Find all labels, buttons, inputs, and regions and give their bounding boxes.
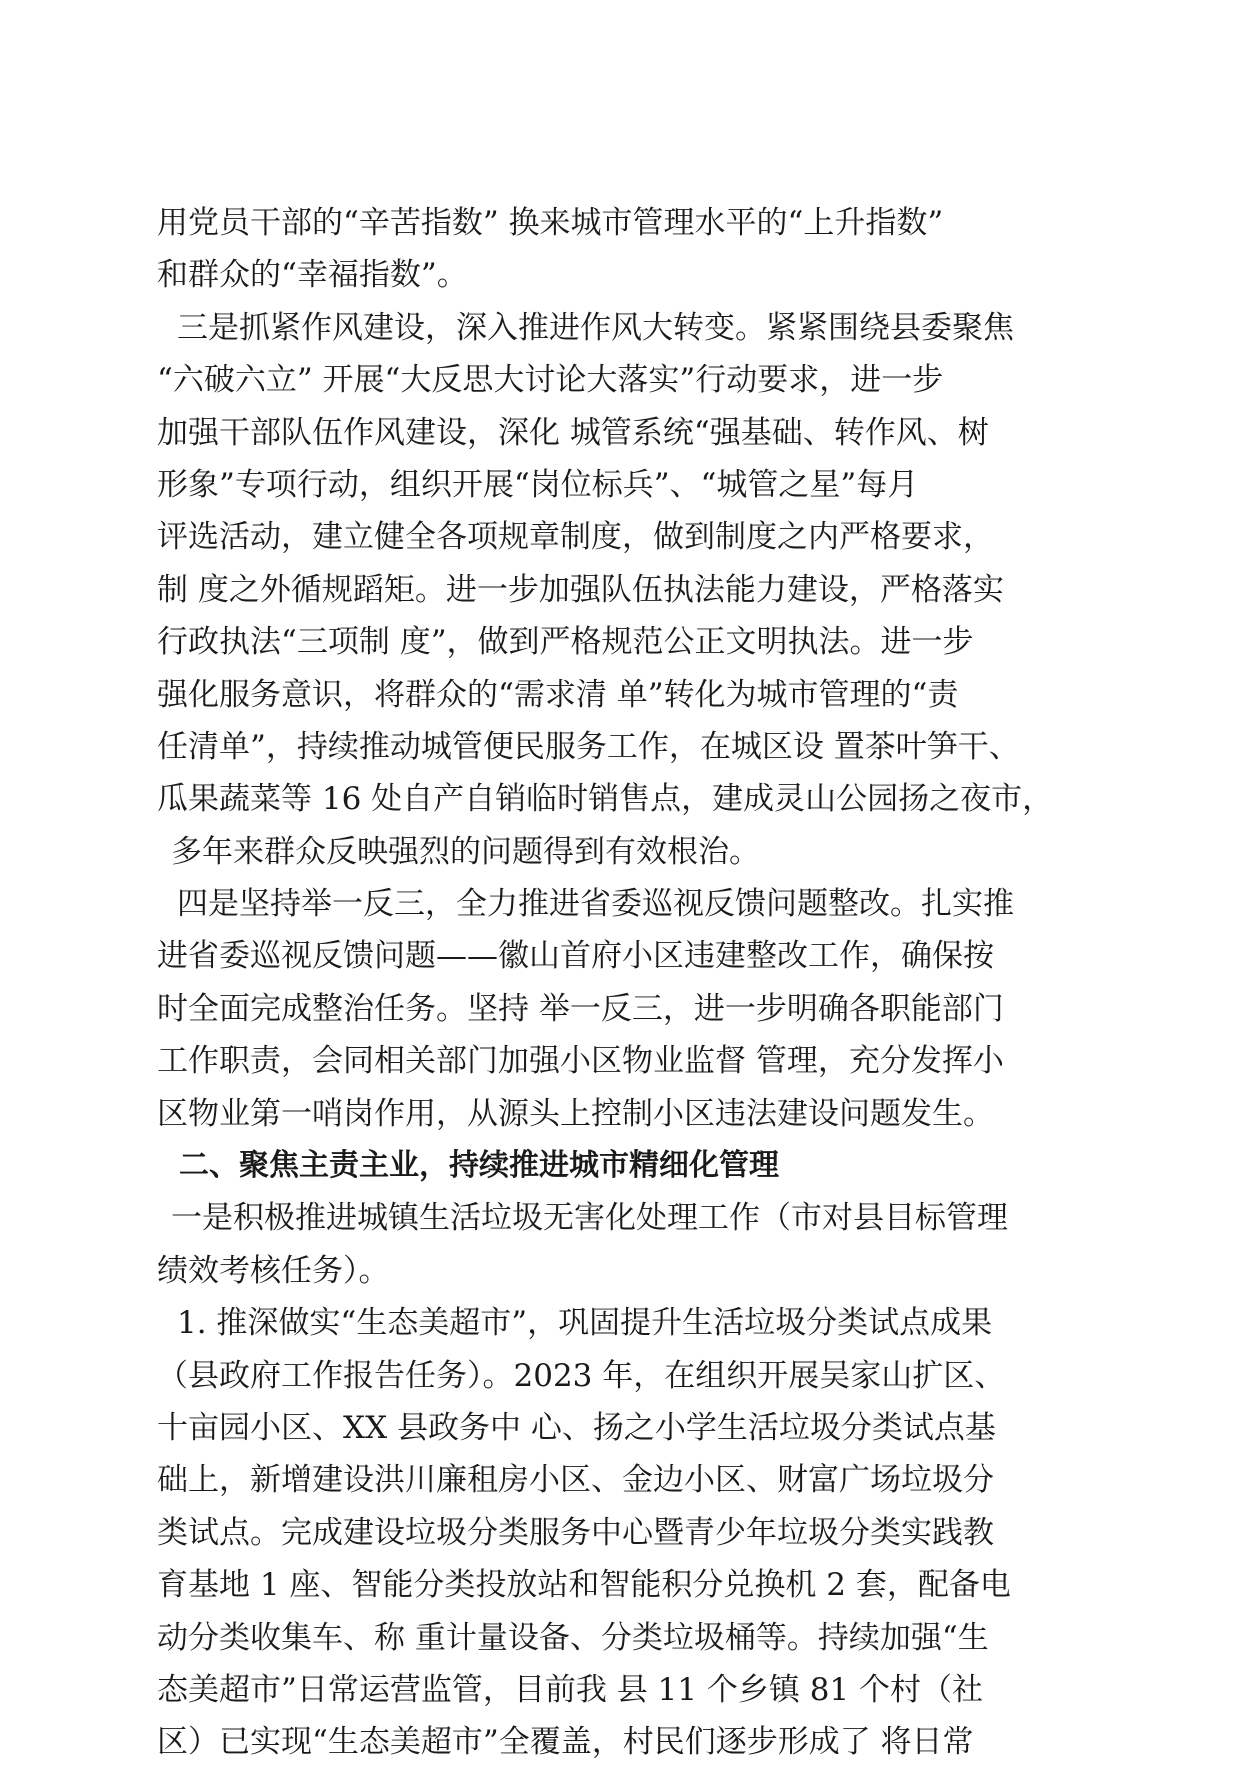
- text-line: 一是积极推进城镇生活垃圾无害化处理工作（市对县目标管理: [171, 1200, 1008, 1237]
- document-body: [157, 197, 1087, 1769]
- text-line: 类试点。完成建设垃圾分类服务中心暨青少年垃圾分类实践教: [157, 1514, 994, 1551]
- text-line: 制 度之外循规蹈矩。进一步加强队伍执法能力建设，严格落实: [157, 571, 1004, 608]
- text-line: 进省委巡视反馈问题——徽山首府小区违建整改工作，确保按: [157, 938, 994, 975]
- text-line: 础上，新增建设洪川廉租房小区、金边小区、财富广场垃圾分: [157, 1462, 994, 1499]
- text-line: 和群众的“幸福指数”。: [157, 257, 468, 294]
- text-line: 瓜果蔬菜等 16 处自产自销临时销售点，建成灵山公园扬之夜市，: [157, 781, 1054, 818]
- text-line: 区）已实现“生态美超市”全覆盖，村民们逐步形成了 将日常: [157, 1724, 974, 1761]
- text-line: 四是坚持举一反三，全力推进省委巡视反馈问题整改。扎实推: [177, 886, 1014, 923]
- text-line: 用党员干部的“辛苦指数” 换来城市管理水平的“上升指数”: [157, 205, 944, 241]
- text-line: 多年来群众反映强烈的问题得到有效根治。: [171, 833, 760, 870]
- text-line: 育基地 1 座、智能分类投放站和智能积分兑换机 2 套，配备电: [157, 1567, 1011, 1604]
- text-line: 时全面完成整治任务。坚持 举一反三，进一步明确各职能部门: [157, 990, 1004, 1027]
- text-line: 加强干部队伍作风建设，深化 城管系统“强基础、转作风、树: [157, 414, 989, 451]
- text-line: 评选活动，建立健全各项规章制度，做到制度之内严格要求，: [157, 519, 994, 556]
- text-line: 十亩园小区、XX 县政务中 心、扬之小学生活垃圾分类试点基: [157, 1409, 996, 1446]
- text-line: 三是抓紧作风建设，深入推进作风大转变。紧紧围绕县委聚焦: [177, 309, 1014, 346]
- text-line: 态美超市”日常运营监管，目前我 县 11 个乡镇 81 个村（社: [157, 1671, 984, 1708]
- text-line: 1. 推深做实“生态美超市”，巩固提升生活垃圾分类试点成果: [177, 1305, 993, 1342]
- text-line: 绩效考核任务）。: [157, 1252, 390, 1289]
- text-line: 区物业第一哨岗作用，从源头上控制小区违法建设问题发生。: [157, 1095, 994, 1132]
- text-line: 工作职责，会同相关部门加强小区物业监督 管理，充分发挥小: [157, 1043, 1004, 1080]
- text-line: 行政执法“三项制 度”，做到严格规范公正文明执法。进一步: [157, 624, 974, 661]
- text-line: （县政府工作报告任务）。2023 年，在组织开展吴家山扩区、: [157, 1357, 1006, 1394]
- text-line: 形象”专项行动，组织开展“岗位标兵”、“城管之星”每月: [157, 466, 919, 503]
- text-line: “六破六立” 开展“大反思大讨论大落实”行动要求，进一步: [157, 362, 944, 399]
- text-line: 动分类收集车、称 重计量设备、分类垃圾桶等。持续加强“生: [157, 1619, 989, 1656]
- section-heading: 二、聚焦主责主业，持续推进城市精细化管理: [179, 1148, 779, 1184]
- text-line: 任清单”，持续推动城管便民服务工作，在城区设 置茶叶笋干、: [157, 728, 1020, 765]
- text-line: 强化服务意识，将群众的“需求清 单”转化为城市管理的“责: [157, 676, 959, 713]
